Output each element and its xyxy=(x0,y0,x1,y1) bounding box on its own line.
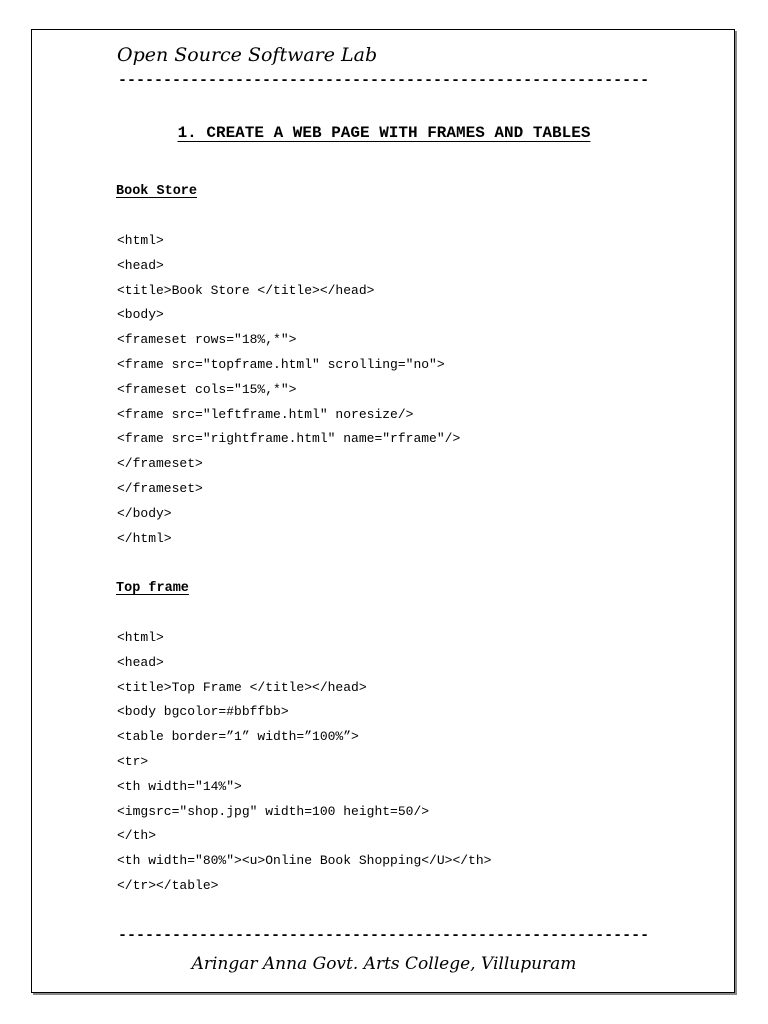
code-block-top-frame xyxy=(117,626,491,899)
code-line: <frame src="topframe.html" scrolling="no"> xyxy=(117,356,445,372)
code-line: <body> xyxy=(117,307,164,323)
code-line: <title>Top Frame </title></head> xyxy=(117,679,367,695)
code-line: </frameset> xyxy=(117,456,203,472)
section-heading-top-frame: Top frame xyxy=(116,581,189,596)
code-line: <body bgcolor=#bbffbb> xyxy=(117,704,289,720)
section-heading-book-store: Book Store xyxy=(116,184,198,199)
code-line: <table border=”1” width=”100%”> xyxy=(117,729,359,745)
code-line: <frame src="rightframe.html" name="rframe"/> xyxy=(117,431,461,447)
code-block-book-store xyxy=(117,229,460,551)
footer-divider: ----------------------------------------------------------- xyxy=(118,927,650,944)
code-line: </th> xyxy=(117,828,157,844)
main-heading-text: 1. CREATE A WEB PAGE WITH FRAMES AND TABLES xyxy=(177,124,591,142)
code-line: </body> xyxy=(117,505,172,521)
header-title: Open Source Software Lab xyxy=(117,44,378,66)
code-line: <frameset rows="18%,*"> xyxy=(117,332,297,348)
code-line: <frameset cols="15%,*"> xyxy=(117,381,297,397)
main-heading xyxy=(0,124,768,142)
code-line: <html> xyxy=(117,630,164,645)
code-line: <imgsrc="shop.jpg" width=100 height=50/> xyxy=(117,803,430,819)
code-line: </frameset> xyxy=(117,480,203,496)
header-divider: ----------------------------------------------------------- xyxy=(118,72,650,89)
code-line: <th width="80%"><u>Online Book Shopping</U></th> xyxy=(117,853,492,869)
code-line: <html> xyxy=(117,233,164,248)
code-line: <title>Book Store </title></head> xyxy=(117,282,375,298)
code-line: </tr></table> xyxy=(117,877,219,893)
code-line: <head> xyxy=(117,654,164,670)
code-line: <tr> xyxy=(117,753,149,769)
footer-text: Aringar Anna Govt. Arts College, Villupuram xyxy=(191,954,577,974)
code-line: <head> xyxy=(117,257,164,273)
code-line: <th width="14%"> xyxy=(117,778,242,794)
code-line: <frame src="leftframe.html" noresize/> xyxy=(117,406,414,422)
code-line: </html> xyxy=(117,530,172,546)
